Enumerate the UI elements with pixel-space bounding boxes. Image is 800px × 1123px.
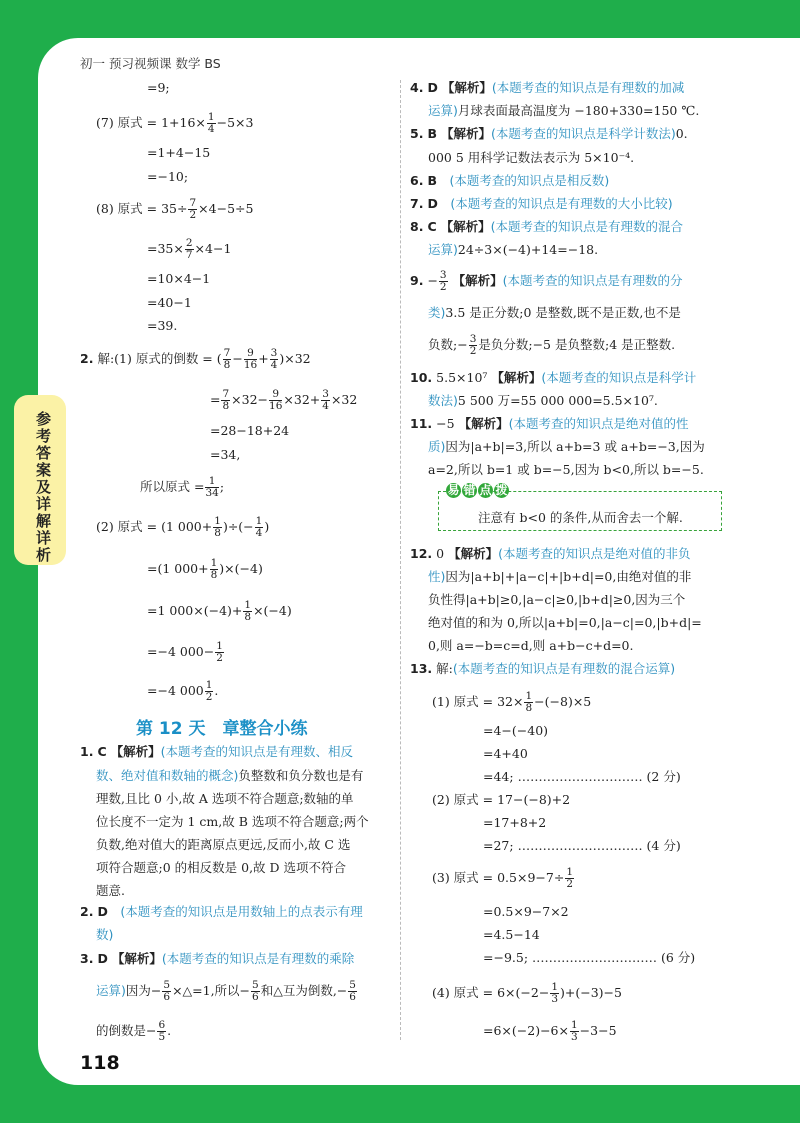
text-line: 位长度不一定为 1 cm,故 B 选项不符合题意;两个 — [96, 814, 369, 829]
text-line: a=2,所以 b=1 或 b=−5,因为 b<0,所以 b=−5. — [428, 462, 704, 477]
text-line: 质)因为|a+b|=3,所以 a+b=3 或 a+b=−3,因为 — [428, 439, 705, 454]
question-1-line: 1. C 【解析】(本题考查的知识点是有理数、相反 — [80, 744, 354, 759]
math-line: (8) 原式 = 35÷ $\frac{7}{2}$ ×4−5÷5 — [96, 197, 254, 221]
question-8-line: 8. C 【解析】(本题考查的知识点是有理数的混合 — [410, 219, 684, 234]
tip-text: 注意有 b<0 的条件,从而舍去一个解. — [478, 510, 683, 525]
text-line: 性)因为|a+b|+|a−c|+|b+d|=0,由绝对值的非 — [428, 569, 692, 584]
question-12-line: 12. 0 【解析】(本题考查的知识点是绝对值的非负 — [410, 546, 691, 561]
math-line: (1) 原式 = 32× $\frac{1}{8}$ −(−8)×5 — [432, 690, 592, 714]
text-line: =−10; — [147, 169, 189, 184]
question-11-line: 11. −5 【解析】(本题考查的知识点是绝对值的性 — [410, 416, 689, 431]
text-line: =34, — [210, 447, 241, 462]
text-line: =40−1 — [147, 295, 192, 310]
text-line: =10×4−1 — [147, 271, 211, 286]
text-line: 运算)月球表面最高温度为 −180+330=150 ℃. — [428, 103, 700, 118]
text-line: =1+4−15 — [147, 145, 211, 160]
text-line: (2) 原式 = 17−(−8)+2 — [432, 792, 571, 807]
page-number: 118 — [80, 1052, 120, 1074]
math-line: =1 000×(−4)+ $\frac{1}{8}$ ×(−4) — [147, 599, 292, 623]
side-tab — [14, 395, 66, 565]
math-line: 负数;− $\frac{3}{2}$ 是负分数;−5 是负整数;4 是正整数. — [428, 333, 676, 357]
text-line: 理数,且比 0 小,故 A 选项不符合题意;数轴的单 — [96, 791, 354, 806]
question-9-line: 9. − $\frac{3}{2}$ 【解析】(本题考查的知识点是有理数的分 — [410, 269, 683, 293]
text-line: =4.5−14 — [483, 927, 540, 942]
math-line: (4) 原式 = 6×(−2− $\frac{1}{3}$ )+(−3)−5 — [432, 981, 622, 1005]
tip-label: 易 错 点 拨 — [447, 483, 508, 497]
math-line: (3) 原式 = 0.5×9−7÷ $\frac{1}{2}$ — [432, 866, 573, 890]
question-2b-line: 2. D (本题考查的知识点是用数轴上的点表示有理 — [80, 904, 363, 919]
text-line: =17+8+2 — [483, 815, 547, 830]
text-line: =4+40 — [483, 746, 528, 761]
question-5-line: 5. B 【解析】(本题考查的知识点是科学计数法)0. — [410, 126, 688, 141]
text-line: =44; ………………………… (2 分) — [483, 769, 681, 784]
math-line: 的倒数是− $\frac{6}{5}$ . — [96, 1019, 172, 1043]
math-line: =(1 000+ $\frac{1}{8}$ )×(−4) — [147, 557, 263, 581]
text-line: =−9.5; ………………………… (6 分) — [483, 950, 696, 965]
math-line: =6×(−2)−6× $\frac{1}{3}$ −3−5 — [483, 1019, 617, 1043]
math-line: 所以原式 = $\frac{1}{34}$ ; — [140, 475, 225, 499]
text-line: =27; ………………………… (4 分) — [483, 838, 681, 853]
question-10-line: 10. 5.5×10⁷ 【解析】(本题考查的知识点是科学计 — [410, 370, 697, 385]
math-line: =35× $\frac{2}{7}$ ×4−1 — [147, 237, 232, 261]
math-line: =−4 000 $\frac{1}{2}$ . — [147, 679, 219, 703]
math-line: (7) 原式 = 1+16× $\frac{1}{4}$ −5×3 — [96, 111, 254, 135]
math-line: = $\frac{7}{8}$ ×32− $\frac{9}{16}$ ×32+ $\frac{3}{4}$ ×32 — [210, 388, 358, 412]
text-line: 绝对值的和为 0,所以|a+b|=0,|a−c|=0,|b+d|= — [428, 615, 702, 630]
question-7-line: 7. D (本题考查的知识点是有理数的大小比较) — [410, 196, 673, 211]
text-line: 负性得|a+b|≥0,|a−c|≥0,|b+d|≥0,因为三个 — [428, 592, 686, 607]
text-line: =28−18+24 — [210, 423, 290, 438]
text-line: 数法)5 500 万=55 000 000=5.5×10⁷. — [428, 393, 658, 408]
math-line: =−4 000− $\frac{1}{2}$ — [147, 640, 223, 664]
text-line: =39. — [147, 318, 178, 333]
text-line: 数、绝对值和数轴的概念)负整数和负分数也是有 — [96, 768, 364, 783]
text-line: =9; — [147, 80, 170, 95]
text-line: 负数,绝对值大的距离原点更远,反而小,故 C 选 — [96, 837, 351, 852]
question-4-line: 4. D 【解析】(本题考查的知识点是有理数的加减 — [410, 80, 685, 95]
text-line: 项符合题意;0 的相反数是 0,故 D 选项不符合 — [96, 860, 347, 875]
math-line: 运算)因为− $\frac{5}{6}$ ×△=1,所以− $\frac{5}{6}$ 和△互为倒数,− $\frac{5}{6}$ — [96, 979, 356, 1003]
question-6-line: 6. B (本题考查的知识点是相反数) — [410, 173, 610, 188]
question-3-line: 3. D 【解析】(本题考查的知识点是有理数的乘除 — [80, 951, 355, 966]
text-line: =0.5×9−7×2 — [483, 904, 569, 919]
side-tab-label: 参考答案及详解详析 — [36, 410, 52, 564]
text-line: 000 5 用科学记数法表示为 5×10⁻⁴. — [428, 150, 635, 165]
page-header: 初一 预习视频课 数学 BS — [80, 56, 221, 71]
math-line: (2) 原式 = (1 000+ $\frac{1}{8}$ )÷(− $\frac{1}{4}$ ) — [96, 515, 270, 539]
text-line: 题意. — [96, 883, 125, 898]
question-2-line: 2. 解:(1) 原式的倒数 = ( $\frac{7}{8}$ − $\frac{9}{16}$ + $\frac{3}{4}$ )×32 — [80, 347, 311, 371]
text-line: 类)3.5 是正分数;0 是整数,既不是正数,也不是 — [428, 305, 681, 320]
text-line: 运算)24÷3×(−4)+14=−18. — [428, 242, 599, 257]
text-line: 数) — [96, 927, 114, 942]
column-divider — [400, 80, 401, 1040]
text-line: 0,则 a=−b=c=d,则 a+b−c+d=0. — [428, 638, 634, 653]
section-title: 第 12 天 章整合小练 — [136, 719, 308, 739]
text-line: =4−(−40) — [483, 723, 549, 738]
question-13-line: 13. 解:(本题考查的知识点是有理数的混合运算) — [410, 661, 676, 676]
